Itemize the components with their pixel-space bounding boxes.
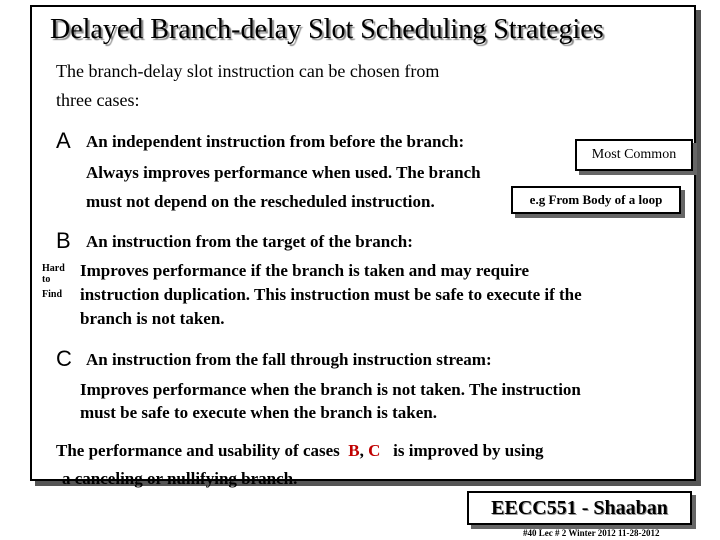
- conclusion-post: is improved by using: [393, 441, 544, 460]
- loop-body-note: e.g From Body of a loop: [511, 186, 681, 214]
- case-c-line-1: Improves performance when the branch is not taken. The instruction: [80, 380, 581, 399]
- case-a-letter: A: [56, 128, 71, 153]
- case-a-line-1: Always improves performance when used. The branch: [86, 163, 481, 182]
- case-a-heading: An independent instruction from before the branch:: [86, 132, 465, 151]
- case-c-heading: An instruction from the fall through instruction stream:: [86, 350, 492, 369]
- case-c-letter: C: [56, 346, 72, 371]
- case-b-ref: B: [348, 441, 360, 460]
- to-label: to: [42, 274, 51, 285]
- intro-line-1: The branch-delay slot instruction can be chosen from: [56, 61, 440, 81]
- case-b-heading: An instruction from the target of the branch:: [86, 232, 413, 251]
- case-b-letter: B: [56, 228, 71, 253]
- course-badge: EECC551 - Shaaban: [467, 491, 692, 525]
- lecture-info: #40 Lec # 2 Winter 2012 11-28-2012: [523, 528, 660, 538]
- conclusion-line-2: a canceling or nullifying branch.: [62, 469, 298, 488]
- case-c-line-2: must be safe to execute when the branch is taken.: [80, 403, 437, 422]
- case-b-line-3: branch is not taken.: [80, 309, 225, 328]
- conclusion-comma: ,: [359, 441, 364, 460]
- intro-line-2: three cases:: [56, 90, 140, 110]
- case-c-ref: C: [368, 441, 381, 460]
- slide-title: Delayed Branch-delay Slot Scheduling Strategies: [50, 14, 604, 45]
- conclusion-pre: The performance and usability of cases: [56, 441, 340, 460]
- conclusion-line-1: [56, 441, 544, 461]
- case-b-line-1: Improves performance if the branch is taken and may require: [80, 261, 530, 280]
- case-a-line-2: must not depend on the rescheduled instruction.: [86, 192, 435, 211]
- find-label: Find: [42, 289, 63, 300]
- most-common-note: Most Common: [575, 139, 693, 171]
- hard-label: Hard: [42, 263, 65, 274]
- case-b-line-2: instruction duplication. This instruction must be safe to execute if the: [80, 285, 582, 304]
